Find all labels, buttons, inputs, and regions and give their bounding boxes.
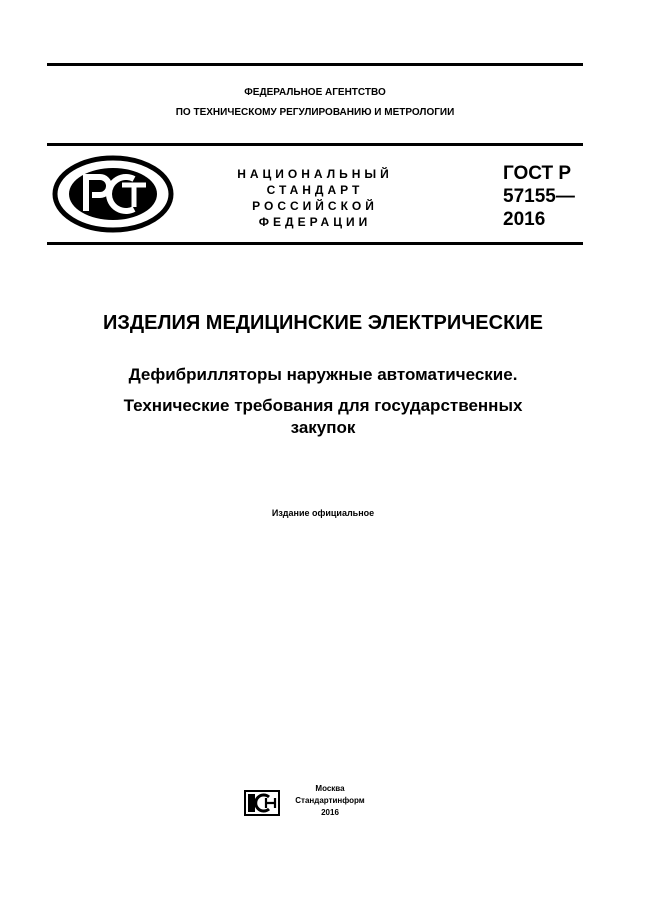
publisher-name: Стандартинформ <box>295 796 365 805</box>
gost-line-1: ГОСТ Р <box>503 163 572 184</box>
publisher-imprint <box>282 783 378 819</box>
rst-logo-icon <box>52 155 174 233</box>
document-subtitle <box>40 364 606 439</box>
national-line-4: ФЕДЕРАЦИИ <box>258 215 372 229</box>
agency-line-2: ПО ТЕХНИЧЕСКОМУ РЕГУЛИРОВАНИЮ И МЕТРОЛОГИИ <box>175 107 455 118</box>
standard-top-rule <box>47 143 583 146</box>
agency-line-1: ФЕДЕРАЛЬНОЕ АГЕНТСТВО <box>244 87 386 98</box>
top-rule <box>47 63 583 66</box>
national-standard-label <box>215 166 415 230</box>
document-title: ИЗДЕЛИЯ МЕДИЦИНСКИЕ ЭЛЕКТРИЧЕСКИЕ <box>102 312 544 334</box>
edition-label: Издание официальное <box>271 508 375 518</box>
standard-bottom-rule <box>47 242 583 245</box>
subtitle-line-1: Дефибрилляторы наружные автоматические. <box>128 365 518 384</box>
gost-line-3: 2016 <box>503 209 546 230</box>
subtitle-line-3: закупок <box>290 418 356 437</box>
publisher-city: Москва <box>315 784 345 793</box>
national-line-2: СТАНДАРТ <box>266 183 364 197</box>
subtitle-line-2: Технические требования для государственных <box>123 396 523 415</box>
gost-line-2: 57155— <box>503 186 575 207</box>
publisher-year: 2016 <box>321 808 339 817</box>
national-line-1: НАЦИОНАЛЬНЫЙ <box>237 167 393 181</box>
agency-header <box>60 83 570 123</box>
national-line-3: РОССИЙСКОЙ <box>252 199 378 213</box>
standartinform-logo-icon <box>244 790 280 816</box>
gost-designation <box>503 162 575 231</box>
